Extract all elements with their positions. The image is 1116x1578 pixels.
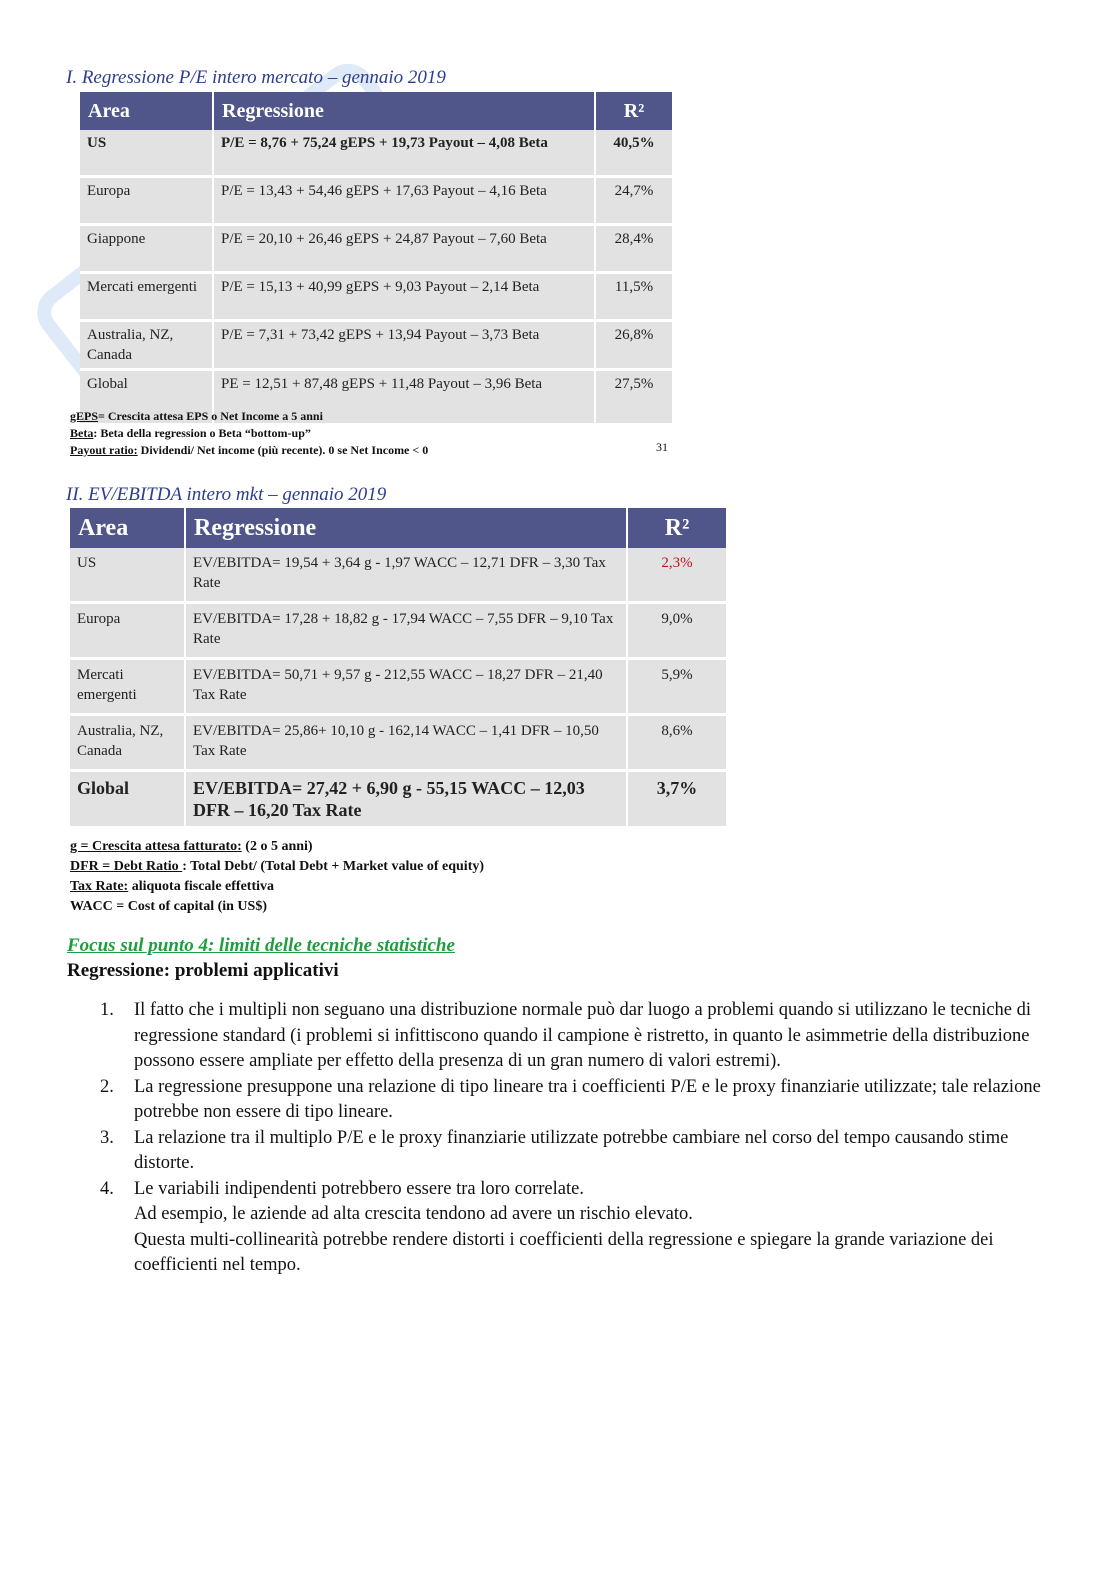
row-r2: 3,7% [627, 771, 727, 828]
note-term: Tax Rate: [70, 879, 129, 894]
table-header-row [70, 508, 727, 548]
row-area: Europa [80, 177, 213, 225]
slide-page-number: 31 [656, 440, 668, 454]
list-text: Il fatto che i multipli non seguano una distribuzione normale può dar luogo a problemi quando si utilizzano le tecniche di regressione standard (i problemi si infittiscono quando il campione è ristretto, in quanto le asimmetrie della distribuzione possono essere ampliate per effetto della presenza di un gran numero di valori estremi). [134, 1000, 1032, 1071]
header-area: Area [70, 508, 185, 548]
table-row [70, 548, 727, 603]
note-term: Beta [70, 426, 94, 440]
list-text-extra: Ad esempio, le aziende ad alta crescita tendono ad avere un rischio elevato. [134, 1204, 693, 1224]
row-regression: P/E = 20,10 + 26,46 gEPS + 24,87 Payout – 7,60 Beta [213, 225, 595, 273]
row-area: US [80, 130, 213, 177]
row-regression: EV/EBITDA= 27,42 + 6,90 g - 55,15 WACC – 12,03 DFR – 16,20 Tax Rate [185, 771, 627, 828]
note-line [70, 425, 674, 442]
row-regression: P/E = 7,31 + 73,42 gEPS + 13,94 Payout – 3,73 Beta [213, 321, 595, 370]
table-row [80, 321, 673, 370]
section2-title: II. EV/EBITDA intero mkt – gennaio 2019 [66, 484, 387, 505]
note-text: Dividendi/ Net income (più recente). 0 se Net Income < 0 [137, 443, 429, 457]
table-row [70, 603, 727, 659]
list-number: 1. [100, 1000, 114, 1020]
note-text: aliquota fiscale effettiva [128, 879, 274, 894]
row-regression: PE = 12,51 + 87,48 gEPS + 11,48 Payout – 3,96 Beta [213, 370, 595, 425]
row-area: Europa [70, 603, 185, 659]
note-line [70, 857, 728, 877]
table-row [70, 659, 727, 715]
row-area: Australia, NZ, Canada [80, 321, 213, 370]
row-regression: EV/EBITDA= 25,86+ 10,10 g - 162,14 WACC – 1,41 DFR – 10,50 Tax Rate [185, 715, 627, 771]
table-header-row [80, 92, 673, 130]
note-text: : Beta della regression o Beta “bottom-up” [93, 426, 311, 440]
row-regression: EV/EBITDA= 17,28 + 18,82 g - 17,94 WACC – 7,55 DFR – 9,10 Tax Rate [185, 603, 627, 659]
list-text: La regressione presuppone una relazione di tipo lineare tra i coefficienti P/E e le proxy finanziarie utilizzate; tale relazione potrebbe non essere di tipo lineare. [134, 1076, 1041, 1122]
row-r2: 24,7% [595, 177, 673, 225]
note-text: (2 o 5 anni) [241, 839, 313, 854]
note-line [70, 877, 728, 897]
table-row [80, 177, 673, 225]
problems-list [67, 998, 1042, 1279]
row-area: Giappone [80, 225, 213, 273]
list-number: 2. [100, 1076, 114, 1097]
note-line [70, 442, 674, 459]
list-item [67, 1177, 1042, 1279]
row-regression: EV/EBITDA= 19,54 + 3,64 g - 1,97 WACC – 12,71 DFR – 3,30 Tax Rate [185, 548, 627, 603]
row-r2: 11,5% [595, 273, 673, 321]
row-regression: P/E = 8,76 + 75,24 gEPS + 19,73 Payout – 4,08 Beta [213, 130, 595, 177]
note-text: = Crescita attesa EPS o Net Income a 5 anni [98, 409, 323, 423]
table-row [70, 715, 727, 771]
list-number: 4. [100, 1178, 114, 1199]
list-number: 3. [100, 1127, 114, 1148]
note-text: : Total Debt/ (Total Debt + Market value of equity) [182, 859, 485, 874]
focus-title: Focus sul punto 4: limiti delle tecniche statistiche [67, 935, 455, 956]
row-r2: 28,4% [595, 225, 673, 273]
row-area: Global [70, 771, 185, 828]
header-r2: R² [595, 92, 673, 130]
table-row [80, 130, 673, 177]
row-regression: P/E = 15,13 + 40,99 gEPS + 9,03 Payout – 2,14 Beta [213, 273, 595, 321]
note-term: Payout ratio: [70, 443, 138, 457]
note-line [70, 897, 728, 917]
header-regression: Regressione [185, 508, 627, 548]
header-regression: Regressione [213, 92, 595, 130]
note-term: g = Crescita attesa fatturato: [70, 839, 242, 854]
section1-notes [70, 408, 674, 459]
row-r2: 9,0% [627, 603, 727, 659]
note-text: WACC = Cost of capital (in US$) [70, 899, 267, 914]
note-line [70, 408, 674, 425]
table-row [80, 273, 673, 321]
header-r2: R² [627, 508, 727, 548]
note-line [70, 837, 728, 857]
section2-notes [70, 837, 728, 917]
row-regression: EV/EBITDA= 50,71 + 9,57 g - 212,55 WACC – 18,27 DFR – 21,40 Tax Rate [185, 659, 627, 715]
row-area: Australia, NZ, Canada [70, 715, 185, 771]
table-row [70, 771, 727, 828]
list-item [67, 998, 1042, 1075]
row-r2: 5,9% [627, 659, 727, 715]
row-regression: P/E = 13,43 + 54,46 gEPS + 17,63 Payout – 4,16 Beta [213, 177, 595, 225]
list-item [67, 1075, 1042, 1126]
row-r2: 40,5% [595, 130, 673, 177]
list-item [67, 1126, 1042, 1177]
header-area: Area [80, 92, 213, 130]
note-term: gEPS [70, 409, 99, 423]
row-r2: 27,5% [595, 370, 673, 425]
row-r2: 26,8% [595, 321, 673, 370]
section1-title: I. Regressione P/E intero mercato – gennaio 2019 [66, 67, 446, 88]
row-area: Mercati emergenti [80, 273, 213, 321]
ev-ebitda-regression-table [70, 508, 728, 829]
focus-subtitle: Regressione: problemi applicativi [67, 960, 339, 981]
list-text: Le variabili indipendenti potrebbero essere tra loro correlate. [134, 1178, 584, 1199]
row-area: Mercati emergenti [70, 659, 185, 715]
pe-regression-table [80, 92, 674, 426]
row-area: Global [80, 370, 213, 425]
table-row [80, 225, 673, 273]
row-r2: 8,6% [627, 715, 727, 771]
row-r2: 2,3% [627, 548, 727, 603]
note-term: DFR = Debt Ratio [70, 859, 183, 874]
row-area: US [70, 548, 185, 603]
list-text: La relazione tra il multiplo P/E e le proxy finanziarie utilizzate potrebbe cambiare nel corso del tempo causando stime distorte. [134, 1127, 1009, 1173]
list-text-extra: Questa multi-collinearità potrebbe rendere distorti i coefficienti della regressione e spiegare la grande variazione dei coefficienti nel tempo. [134, 1229, 994, 1275]
